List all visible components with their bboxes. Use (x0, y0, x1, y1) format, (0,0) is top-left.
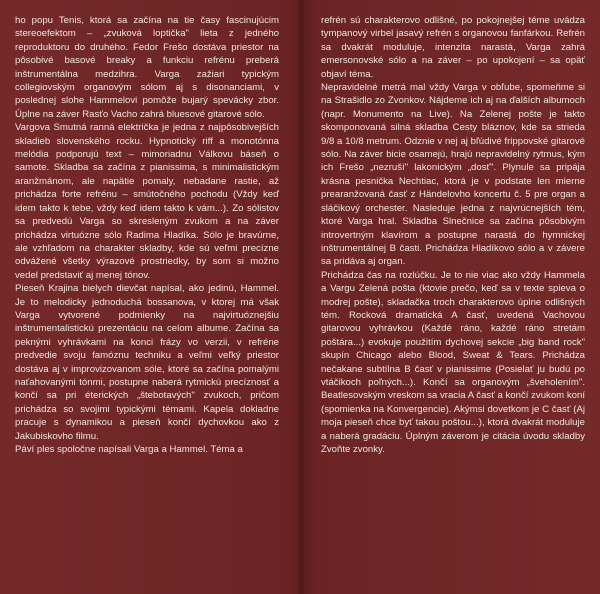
paragraph-krajina-bielych-dievcat: Pieseň Krajina bielych dievčat napísal, ako jedinú, Hammel. Je to melodicky jednoduchá bossanova, v ktorej má však Varga vytvorené podmienky na najvirtuóznejšiu inštrumentalistickú prezentáciu na celom albume. Začína sa peknými vyhrávkami na konci frázy vo verzii, v refréne predvedie svoju famóznu techniku a veľmi veľký priestor dostáva aj v improvizovanom sóle, ktoré sa začína pomalými naťahovanými tónmi, postupne naberá rytmickú precíznosť a končí sa pri éterických „štebotavých" zvukoch, pričom prichádza so svojimi typickými témami. Kapela dokladne pracuje s dynamikou a pieseň končí dychovkou ako z Jakubiskovho filmu. (15, 283, 279, 442)
paragraph-pavi-ples-cont: refrén sú charakterovo odlišné, po pokojnejšej téme uvádza tympanový virbel jasavý refrén s organovou fanfárkou. Refrén sa dvakrát moduluje, intenzita narastá, Varga zahrá emersonovské sólo a na záver – po upokojení – sa opäť objaví téma. (321, 15, 585, 80)
paragraph-pavi-ples-start: Páví ples spoločne napísali Varga a Hammel. Téma a (15, 444, 243, 455)
paragraph-tenis: ho popu Tenis, ktorá sa začína na tie časy fascinujúcim stereoefektom – „zvuková loptička" lieta z jedného reproduktoru do druhého. Fedor Frešo dostáva priestor na pôsobivé basové breaky a funkciu refrénu preberá inštrumentálna medzihra. Varga zažiari typickým collegiovským organovým sólom aj s disonanciami, v poslednej slohe Hammelovi pomôže bujarý spevácky zbor. Úplne na záver Rasťo Vacho zahrá bluesové gitarové sólo. (15, 15, 279, 120)
right-page-column (321, 14, 585, 456)
paragraph-zelena-posta: Prichádza čas na rozlúčku. Je to nie viac ako vždy Hammela a Vargu Zelená pošta (ktovie prečo, keď sa v texte spieva o modrej pošte), skladačka troch charakterovo úplne odlišných tém. Rocková dramatická A časť, uvedená Vachovou gitarovou vyhrávkou (Každé ráno, každé ráno stretám poštára...) evokuje použitím dychovej sekcie „big band rock" skupín Chicago alebo Blood, Sweat & Tears. Prichádza nečakane subtílna B časť v pianissime (Posielať ju budú po vtáčikoch poľných...). Končí sa organovým „šveholením". Beatlesovským vreskom sa vracia A časť a končí zvukom koní (spomienka na Konvergencie). Akýmsi dovetkom je C časť (Aj moja pieseň chce byť takou poštou...), ktorá dvakrát moduluje a naberá gradáciu. Úplným záverom je citácia úvodu skladby Zvoňte zvonky. (321, 269, 585, 455)
left-page-column (15, 14, 279, 456)
page-fold (297, 0, 305, 594)
paragraph-cesty-blaznov: Nepravidelné metrá mal vždy Varga v obľube, spomeňme si na Strašidlo zo Zvonkov. Nájdeme ich aj na ďalších albumoch (napr. Monumento na Live). Na Zelenej pošte je takto skomponovaná silná skladba Cesty bláznov, kde sa strieda 9/8 a 10/8 metrum. Odznie v nej aj bľúdivé frippovské gitarové sólo. Na záver bicie osamejú, hrajú nepravidelný rytmus, kým ich Frešo „nezruší" lakonickým „dosť". Plynule sa pripája krásna pesnička Nechtiac, ktorá je v podstate len mierne prearanžovaná časť z Händelovho koncertu č. 5 pre organ a sláčikový orchester. Nasleduje jedna z najvrúcnejších tém, ktoré Varga hral. Skladba Slnečnice sa začína pôsobivým introvertným klavírom a postupne narastá do hymnickej inštrumentálnej B časti. Prichádza Hladíkovo sólo a v závere sa pridáva aj organ. (321, 82, 585, 268)
paragraph-smutna-ranna-elektricka: Vargova Smutná ranná električka je jedna z najpôsobivejších skladieb slovenského rocku. Hypnotický riff a monotónna melódia podporujú text – mimoriadnu Válkovu báseň o samote. Skladba sa začína z pianissima, s minimalistickým aranžmánom, ale napätie pomaly, nebadane rastie, až prichádza forte refrénu – smútočného pochodu (Vždy keď idem takto k tebe, vždy keď idem takto k vám...). Zo sólistov sa predvedú Varga so skresleným zvukom a na záver prichádza virtuózne sólo Radima Hladíka. Sólo je bravúrne, ale vzhľadom na charakter skladby, kde sú veľmi precízne odvážené všetky výrazové prostriedky, by som si možno vedel predstaviť aj menej tónov. (15, 122, 279, 281)
